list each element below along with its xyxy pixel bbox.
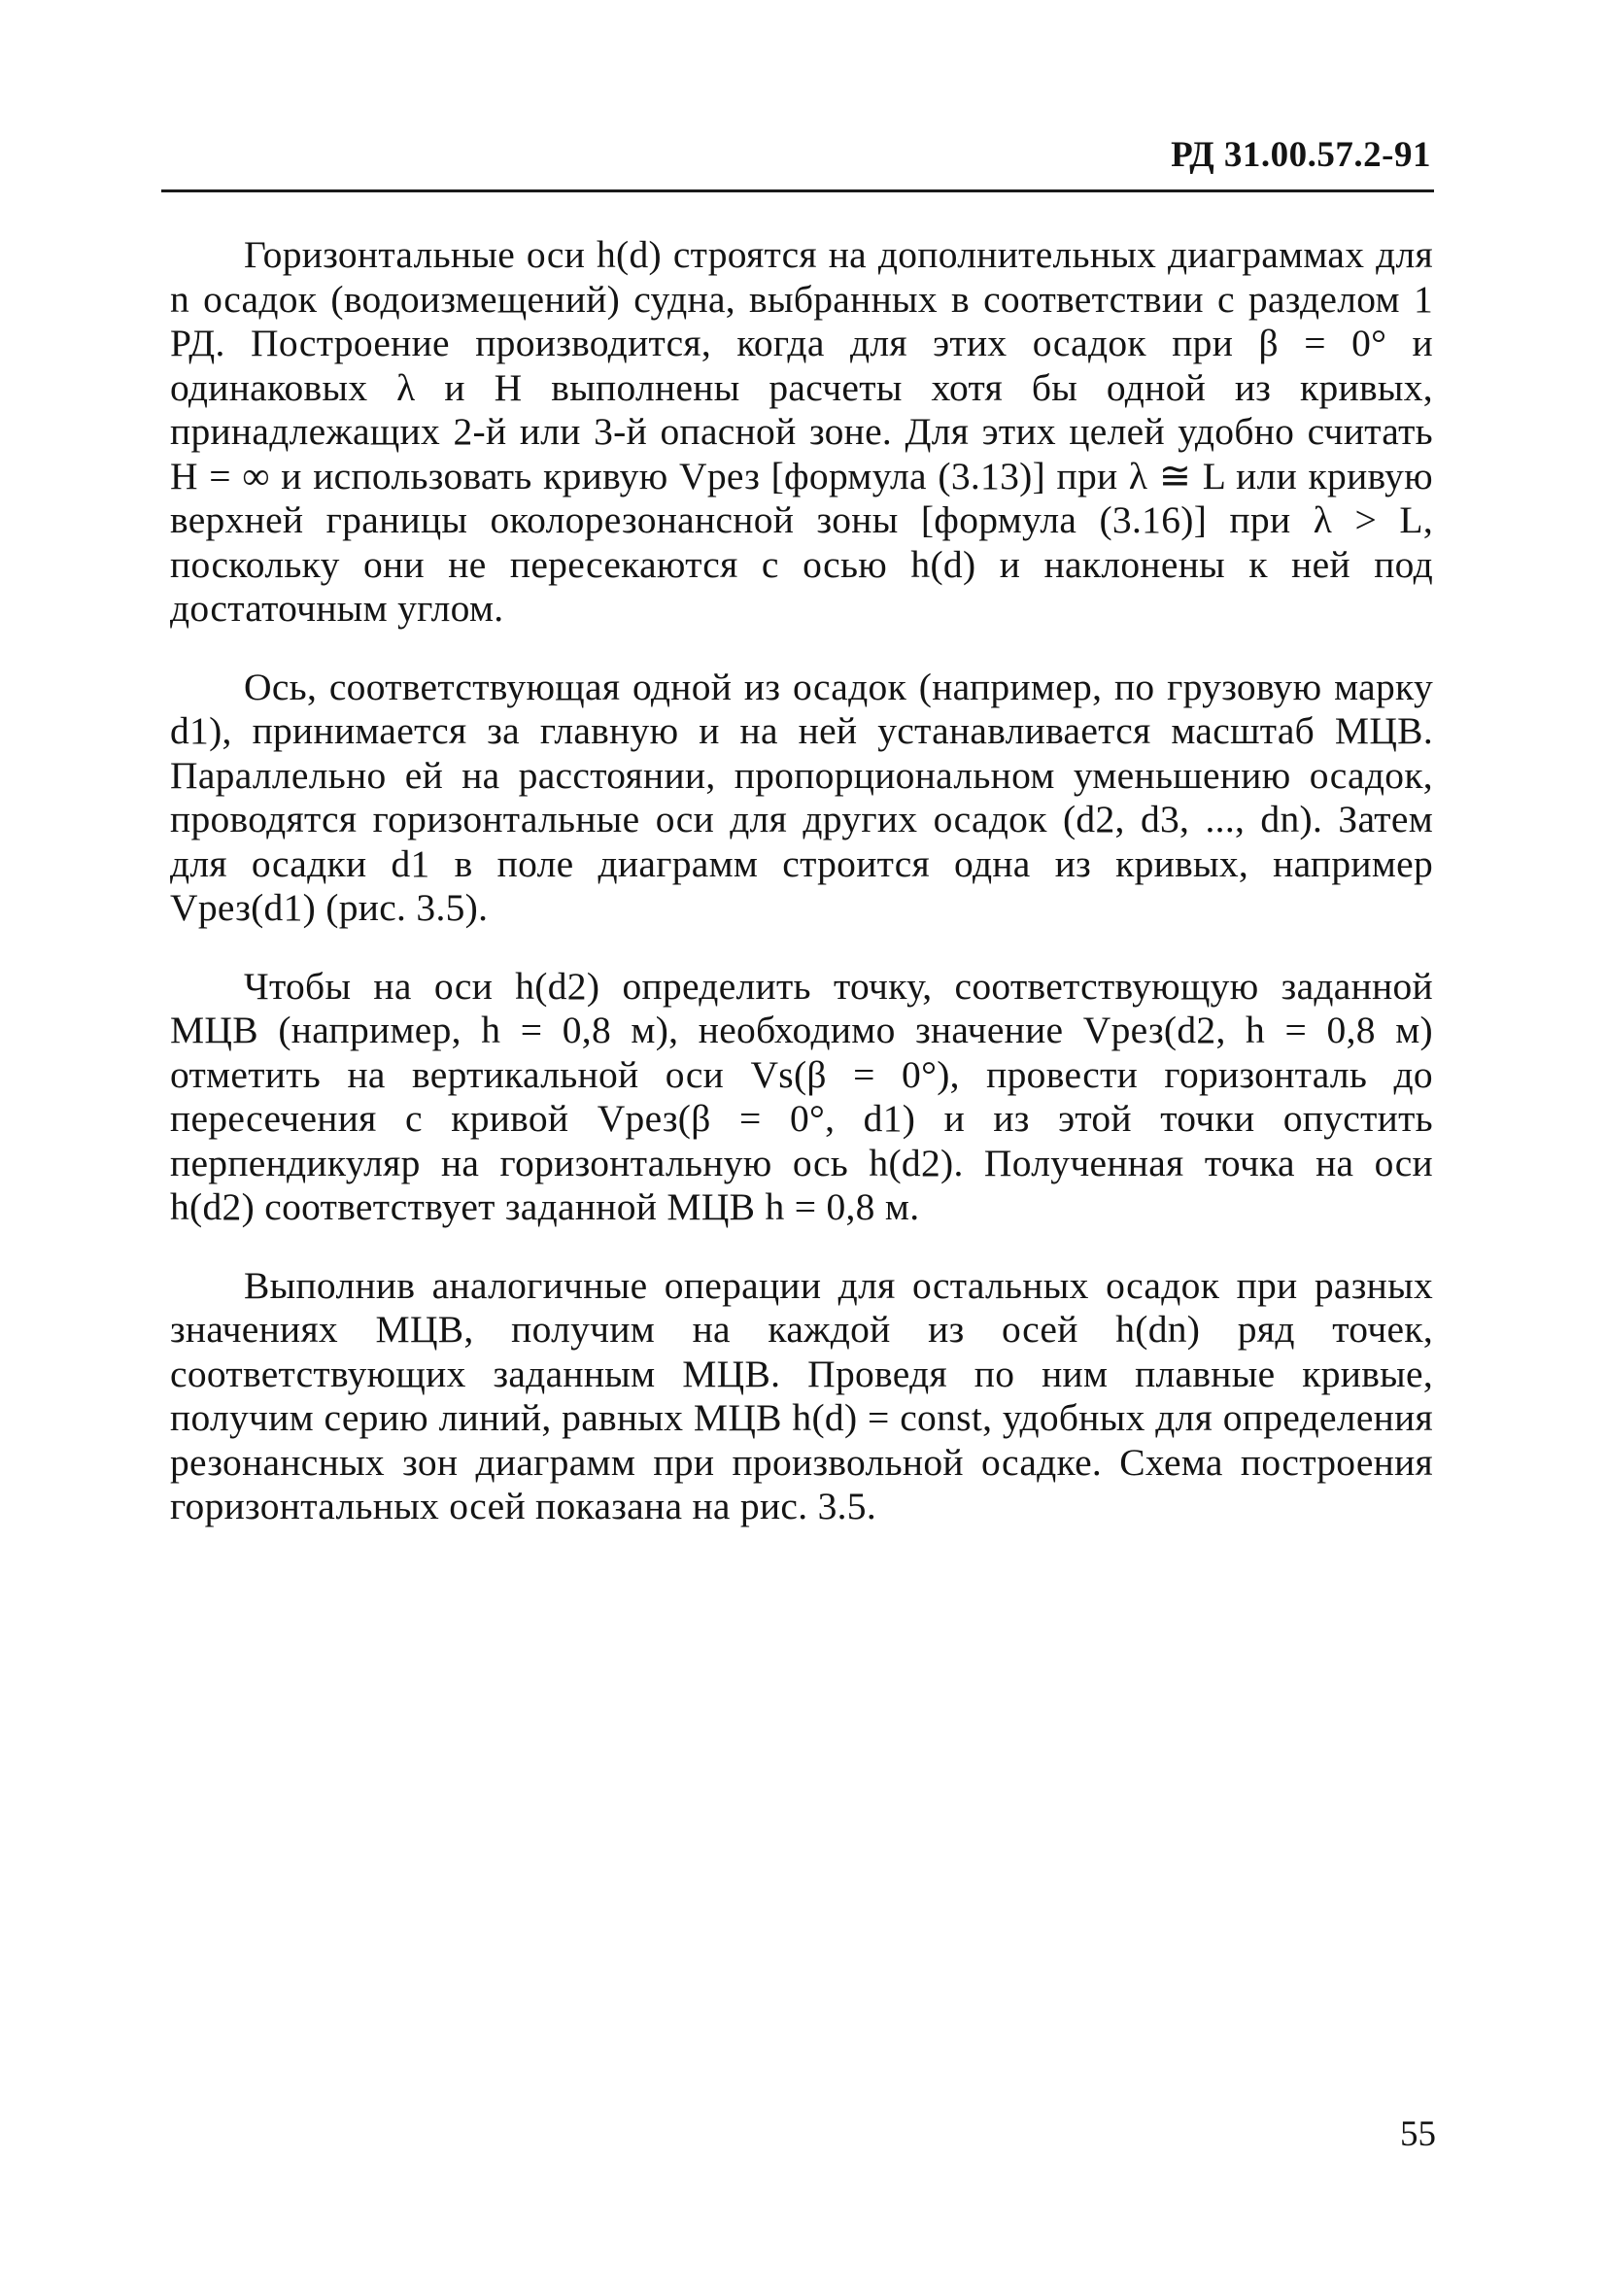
body-text <box>170 233 1433 1529</box>
paragraph-point-definition: Чтобы на оси h(d2) определить точку, соответствующую заданной МЦВ (например, h = 0,8 м), необходимо значение Vрез(d2, h = 0,8 м) отметить на вертикальной оси Vs(β = 0°), провести горизонталь до пересечения с кривой Vрез(β = 0°, d1) и из этой точки опустить перпендикуляр на горизонтальную ось h(d2). Полученная точка на оси h(d2) соответствует заданной МЦВ h = 0,8 м. <box>170 964 1433 1228</box>
paragraph-horizontal-axes: Горизонтальные оси h(d) строятся на дополнительных диаграммах для n осадок (водоизмещений) судна, выбранных в соответствии с разделом 1 РД. Построение производится, когда для этих осадок при β = 0° и одинаковых λ и H выполнены расчеты хотя бы одной из кривых, принадлежащих 2-й или 3-й опасной зоне. Для этих целей удобно считать H = ∞ и использовать кривую Vрез [формула (3.13)] при λ ≅ L или кривую верхней границы околорезонансной зоны [формула (3.16)] при λ > L, поскольку они не пересекаются с осью h(d) и наклонены к ней под достаточным углом. <box>170 233 1433 630</box>
page-number: 55 <box>1400 2114 1436 2154</box>
header-rule <box>161 189 1434 192</box>
paragraph-curves: Выполнив аналогичные операции для остальных осадок при разных значениях МЦВ, получим на каждой из осей h(dn) ряд точек, соответствующих заданным МЦВ. Проведя по ним плавные кривые, получим серию линий, равных МЦВ h(d) = const, удобных для определения резонансных зон диаграмм при произвольной осадке. Схема построения горизонтальных осей показана на рис. 3.5. <box>170 1263 1433 1527</box>
paragraph-main-axis: Ось, соответствующая одной из осадок (например, по грузовую марку d1), принимается за главную и на ней устанавливается масштаб МЦВ. Параллельно ей на расстоянии, пропорциональном уменьшению осадок, проводятся горизонтальные оси для других осадок (d2, d3, ..., dn). Затем для осадки d1 в поле диаграмм строится одна из кривых, например Vрез(d1) (рис. 3.5). <box>170 665 1433 929</box>
document-code: РД 31.00.57.2-91 <box>1171 135 1431 175</box>
